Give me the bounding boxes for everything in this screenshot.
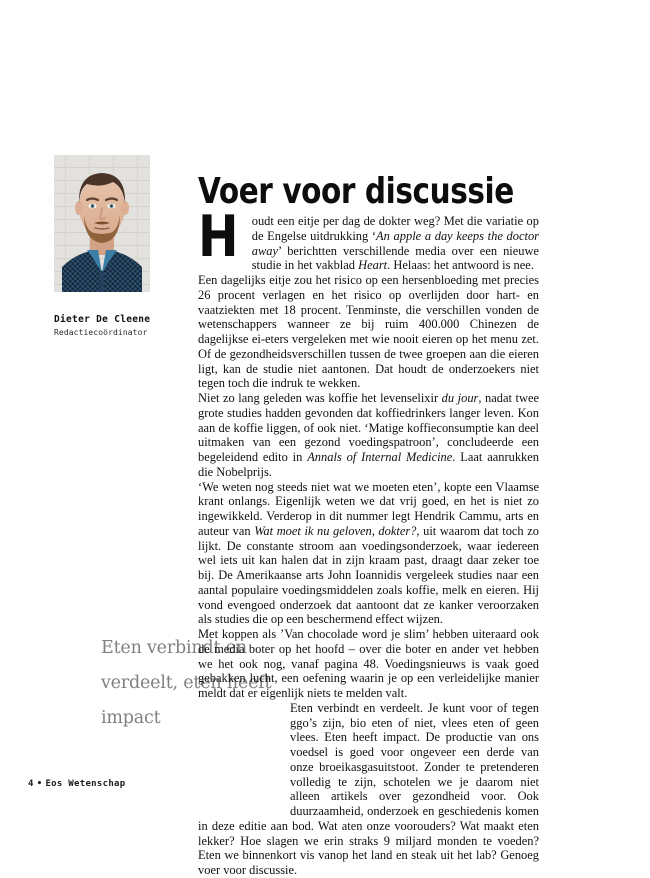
footer-separator-dot: • — [36, 779, 43, 789]
page-footer — [28, 779, 126, 789]
paragraph-media: Met koppen als ’Van chocolade word je slim’ hebben uiteraard ook de media boter op het hoofd – over die boter en ander vet hebben we het ook nog, vanaf pagina 48. Voedingsnieuws is vaak goed gebakken lucht, een oefening waarin je op een verleidelijke manier meldt dat er eigenlijk niets te melden valt. — [198, 627, 539, 700]
portrait-image — [54, 155, 150, 292]
author-portrait-photo — [54, 155, 150, 292]
paragraph-intro-emphasis-proverb: An apple a day keeps the doctor away — [251, 228, 540, 258]
paragraph-nutrition-text-a: ‘We weten nog steeds niet wat we moeten eten’, kopte een Vlaamse krant onlangs. Eigenlijk weten we dat vrij goed, en het is niet zo ingewikkeld. Verderop in dit nummer legt Hendrik Cammu, arts en auteur van — [198, 479, 539, 538]
pull-quote: Eten verbindt en verdeelt, eten heeft impact — [101, 638, 272, 728]
paragraph-coffee-emphasis-journal: Annals of Internal Medicine — [307, 450, 453, 464]
article-body — [198, 204, 540, 878]
paragraph-coffee-text-b: , nadat twee grote studies hadden gevonden dat koffiedrinkers langer leven. Kon aan de koffie liggen, of ook niet. ‘Matige koffieconsumptie kan deel uitmaken van een gezond voedingspatroon’, concludeerde een begeleidend edito in — [198, 391, 539, 464]
paragraph-closing-text: Eten verbindt en verdeelt. Je kunt voor of tegen ggo’s zijn, bio eten of niet, vlees eten of geen vlees. Eten heeft impact. De productie van ons voedsel is goed voor ongeveer een derde van onze broeikasgasuitstoot. Zonder te pretenderen volledig te zijn, schotelen we je daarom niet alleen artikels over gezondheid voor. Ook duurzaamheid, onderzoek en geschiedenis komen in deze editie aan bod. Wat aten onze voorouders? Wat maakt eten lekker? Hoe slagen we erin straks 9 miljard monden te voeden? Eten we binnenkort vis vanop het land en steak uit het lab? Genoeg voer voor discussie. — [198, 700, 539, 877]
paragraph-intro-emphasis-journal: Heart — [358, 258, 388, 273]
author-name: Dieter De Cleene — [54, 314, 151, 325]
paragraph-intro-text-c: . Helaas: het antwoord is nee. — [387, 258, 534, 273]
footer-page-number: 4 — [28, 779, 34, 789]
paragraph-intro-text-b: ’ berichtten verschillende media over een nieuwe studie in het vakblad — [251, 243, 539, 273]
paragraph-intro — [198, 204, 540, 273]
paragraph-nutrition-research — [198, 480, 539, 628]
paragraph-coffee-text-a: Niet zo lang geleden was koffie het levenselixir — [198, 391, 442, 405]
paragraph-eggs: Een dagelijks eitje zou het risico op een hersenbloeding met precies 26 procent verlagen en het risico op overlijden door hart- en vaatziekten met 18 procent. Tenminste, die verschillen vonden de wetenschappers wanneer ze bij ruim 400.000 Chinezen de dagelijkse ei-eters vergeleken met wie nooit eieren op het menu zet. Of de gezondheidsverschillen tussen de twee groepen aan die eieren ligt, kan de studie niet aantonen. Dat houdt de onderzoekers niet tegen toch die indruk te wekken. — [198, 273, 539, 391]
drop-cap: H — [198, 204, 239, 270]
paragraph-coffee — [198, 391, 539, 480]
footer-publication-name: Eos Wetenschap — [45, 779, 126, 789]
author-block — [54, 155, 174, 339]
author-role: Redactiecoördinator — [54, 327, 148, 337]
paragraph-closing — [198, 701, 539, 878]
pull-quote-text-wrap-spacer — [198, 701, 290, 809]
paragraph-coffee-text-c: . Laat aanrukken die Nobelprijs. — [198, 450, 539, 479]
paragraph-nutrition-emphasis-book: Wat moet ik nu geloven, dokter? — [254, 523, 417, 538]
paragraph-coffee-emphasis-dujour: du jour — [441, 391, 479, 405]
page-title: Voer voor discussie — [198, 171, 514, 213]
paragraph-nutrition-text-b: , uit waarom dat toch zo lijkt. De constante stroom aan voedingsonderzoek, waar iedereen wel iets uit kan halen dat in zijn kraam past, draagt daar zeker toe bij. De Amerikaanse arts John Ioannidis vergeleek studies naar een aantal populaire voedingsmiddelen zoals koffie, melk en eieren. Hij vond evengoed onderzoek dat aantoont dat ze kanker veroorzaken als studies die op een beschermend effect wijzen. — [198, 523, 539, 627]
paragraph-intro-text-a: oudt een eitje per dag de dokter weg? Met die variatie op de Engelse uitdrukking ‘ — [251, 214, 539, 243]
